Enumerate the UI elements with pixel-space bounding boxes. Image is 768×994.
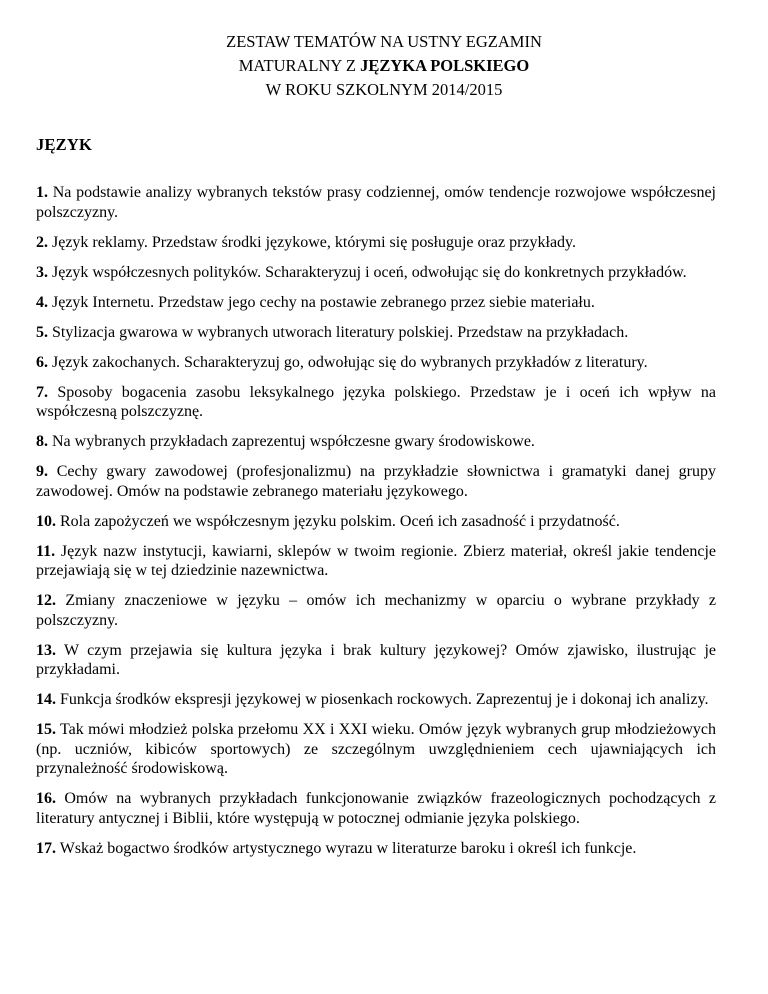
header-line-2-bold: JĘZYKA POLSKIEGO	[360, 56, 530, 75]
topic-number: 11.	[36, 542, 56, 560]
topic-number: 3.	[36, 263, 48, 281]
topic-item	[36, 839, 716, 859]
topic-item	[36, 641, 716, 680]
topic-number: 10.	[36, 512, 56, 530]
topic-number: 7.	[36, 383, 48, 401]
topic-text: Na wybranych przykładach zaprezentuj współczesne gwary środowiskowe.	[52, 433, 535, 450]
topic-text: Stylizacja gwarowa w wybranych utworach literatury polskiej. Przedstaw na przykładach.	[52, 323, 629, 341]
topic-item	[36, 789, 716, 828]
topic-number: 14.	[36, 691, 56, 708]
topic-text: Zmiany znaczeniowe w języku – omów ich mechanizmy w oparciu o wybrane przykłady z polszczyzny.	[36, 592, 717, 629]
topic-item	[36, 591, 716, 630]
topic-text: Omów na wybranych przykładach funkcjonowanie związków frazeologicznych pochodzących z literatury antycznej i Biblii, które występują w potocznej odmianie języka polskiego.	[36, 790, 716, 827]
topic-item	[36, 542, 716, 581]
topic-number: 1.	[36, 184, 48, 201]
topic-text: Wskaż bogactwo środków artystycznego wyrazu w literaturze baroku i określ ich funkcje.	[59, 839, 637, 857]
topic-item	[36, 690, 716, 710]
topic-list	[36, 183, 716, 869]
topic-text: Sposoby bogacenia zasobu leksykalnego języka polskiego. Przedstaw je i oceń ich wpływ na współczesną polszczyznę.	[36, 383, 717, 420]
topic-item	[36, 462, 716, 501]
topic-text: W czym przejawia się kultura języka i brak kultury językowej? Omów zjawisko, ilustrując je przykładami.	[36, 641, 716, 678]
section-title: JĘZYK	[36, 135, 93, 154]
topic-item	[36, 432, 716, 452]
topic-text: Język współczesnych polityków. Scharakteryzuj i oceń, odwołując się do konkretnych przykładów.	[52, 263, 687, 281]
topic-text: Język zakochanych. Scharakteryzuj go, odwołując się do wybranych przykładów z literatury.	[52, 353, 648, 371]
header-line-2-prefix: MATURALNY Z	[238, 56, 361, 75]
topic-item	[36, 183, 716, 222]
topic-text: Język reklamy. Przedstaw środki językowe, którymi się posługuje oraz przykłady.	[52, 233, 576, 251]
topic-item	[36, 263, 716, 283]
topic-number: 8.	[36, 433, 48, 450]
topic-text: Tak mówi młodzież polska przełomu XX i XXI wieku. Omów język wybranych grup młodzieżowych (np. uczniów, kibiców sportowych) ze szczególnym uwzględnieniem cech ujawniających ich przynależność środowiskową.	[36, 721, 716, 777]
topic-item	[36, 353, 716, 373]
topic-number: 15.	[36, 721, 56, 738]
topic-number: 2.	[36, 233, 48, 251]
topic-number: 13.	[36, 641, 56, 659]
topic-text: Język nazw instytucji, kawiarni, sklepów w twoim regionie. Zbierz materiał, określ jakie tendencje przejawiają się w tej dziedzinie nazewnictwa.	[36, 542, 716, 579]
topic-item	[36, 233, 716, 253]
header-line-2	[0, 54, 768, 78]
topic-text: Cechy gwary zawodowej (profesjonalizmu) na przykładzie słownictwa i gramatyki danej grupy zawodowej. Omów na podstawie zebranego materiału językowego.	[36, 463, 717, 500]
topic-number: 9.	[36, 463, 48, 480]
topic-text: Rola zapożyczeń we współczesnym języku polskim. Oceń ich zasadność i przydatność.	[60, 512, 620, 530]
topic-number: 5.	[36, 323, 48, 341]
topic-text: Język Internetu. Przedstaw jego cechy na postawie zebranego przez siebie materiału.	[52, 293, 595, 311]
topic-number: 12.	[36, 592, 56, 609]
topic-number: 6.	[36, 353, 48, 371]
topic-item	[36, 293, 716, 313]
header-line-3: W ROKU SZKOLNYM 2014/2015	[265, 80, 503, 99]
document-header	[0, 30, 768, 102]
topic-item	[36, 323, 716, 343]
topic-item	[36, 383, 716, 422]
topic-item	[36, 720, 716, 779]
topic-text: Funkcja środków ekspresji językowej w piosenkach rockowych. Zaprezentuj je i dokonaj ich analizy.	[60, 691, 709, 708]
topic-item	[36, 512, 716, 532]
topic-number: 16.	[36, 790, 56, 807]
topic-number: 4.	[36, 293, 48, 311]
topic-number: 17.	[36, 839, 56, 857]
header-line-1: ZESTAW TEMATÓW NA USTNY EGZAMIN	[226, 32, 542, 51]
topic-text: Na podstawie analizy wybranych tekstów prasy codziennej, omów tendencje rozwojowe współczesnej polszczyzny.	[36, 184, 717, 221]
